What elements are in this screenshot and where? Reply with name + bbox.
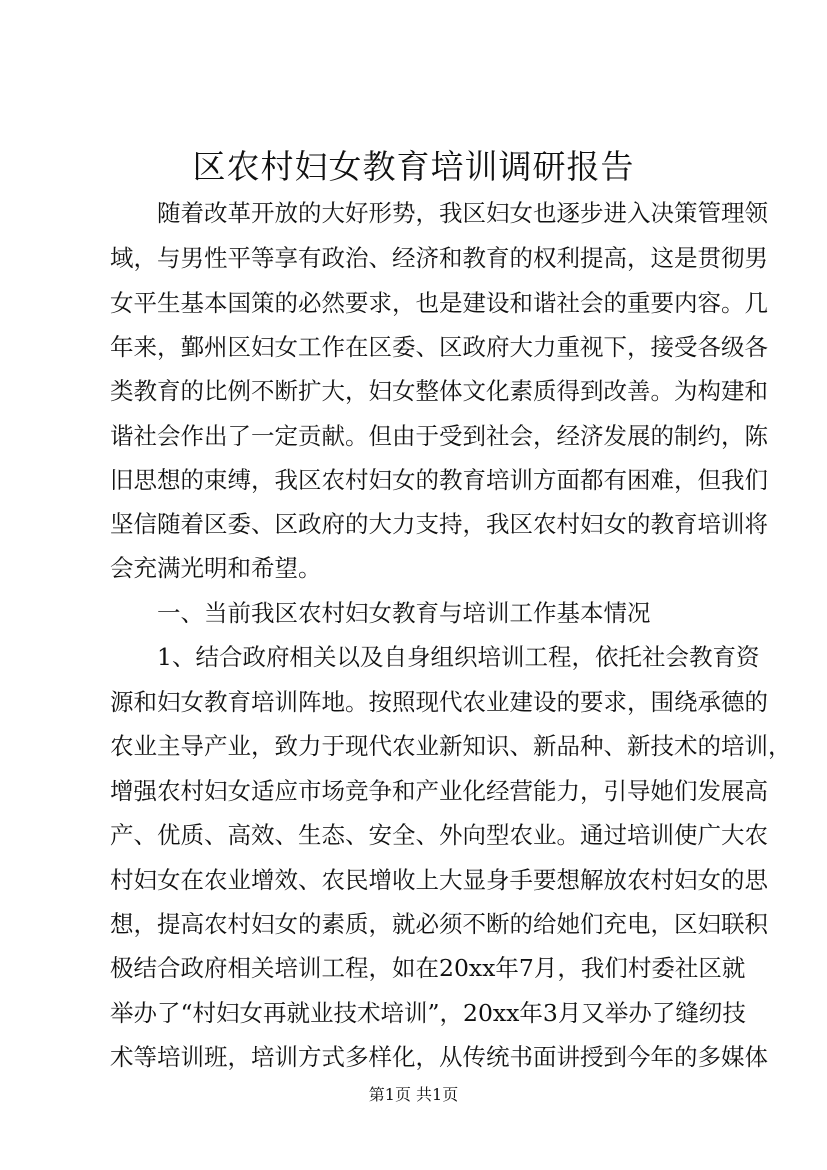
body-text-line: 极结合政府相关培训工程，如在20xx年7月，我们村委社区就 — [110, 954, 746, 982]
body-text-line: 类教育的比例不断扩大，妇女整体文化素质得到改善。为构建和 — [110, 377, 768, 405]
body-text-line: 增强农村妇女适应市场竞争和产业化经营能力，引导她们发展高 — [110, 777, 768, 805]
body-text-line: 想，提高农村妇女的素质，就必须不断的给她们充电，区妇联积 — [110, 910, 768, 938]
page-footer: 第1页 共1页 — [368, 1085, 459, 1104]
body-text-line: 农业主导产业，致力于现代农业新知识、新品种、新技术的培训， — [110, 732, 792, 760]
body-text-line: 旧思想的束缚，我区农村妇女的教育培训方面都有困难，但我们 — [110, 466, 768, 494]
body-text-line: 域，与男性平等享有政治、经济和教育的权利提高，这是贯彻男 — [110, 244, 768, 272]
body-text-line: 一、当前我区农村妇女教育与培训工作基本情况 — [110, 599, 651, 627]
body-text-line: 会充满光明和希望。 — [110, 554, 322, 582]
document-title: 区农村妇女教育培训调研报告 — [192, 147, 635, 186]
body-text-line: 举办了“村妇女再就业技术培训”，20xx年3月又举办了缝纫技 — [110, 999, 746, 1027]
body-text-line: 随着改革开放的大好形势，我区妇女也逐步进入决策管理领 — [110, 199, 768, 227]
body-text-line: 谐社会作出了一定贡献。但由于受到社会，经济发展的制约，陈 — [110, 422, 768, 450]
body-text-line: 女平生基本国策的必然要求，也是建设和谐社会的重要内容。几 — [110, 289, 768, 317]
body-text-line: 年来，鄞州区妇女工作在区委、区政府大力重视下，接受各级各 — [110, 333, 768, 361]
body-text-line: 术等培训班，培训方式多样化，从传统书面讲授到今年的多媒体 — [110, 1043, 768, 1071]
body-text-line: 源和妇女教育培训阵地。按照现代农业建设的要求，围绕承德的 — [110, 688, 768, 716]
body-text-line: 产、优质、高效、生态、安全、外向型农业。通过培训使广大农 — [110, 821, 768, 849]
body-text-line: 1、结合政府相关以及自身组织培训工程，依托社会教育资 — [110, 643, 760, 671]
body-text-line: 村妇女在农业增效、农民增收上大显身手要想解放农村妇女的思 — [110, 866, 768, 894]
body-text-line: 坚信随着区委、区政府的大力支持，我区农村妇女的教育培训将 — [110, 510, 768, 538]
